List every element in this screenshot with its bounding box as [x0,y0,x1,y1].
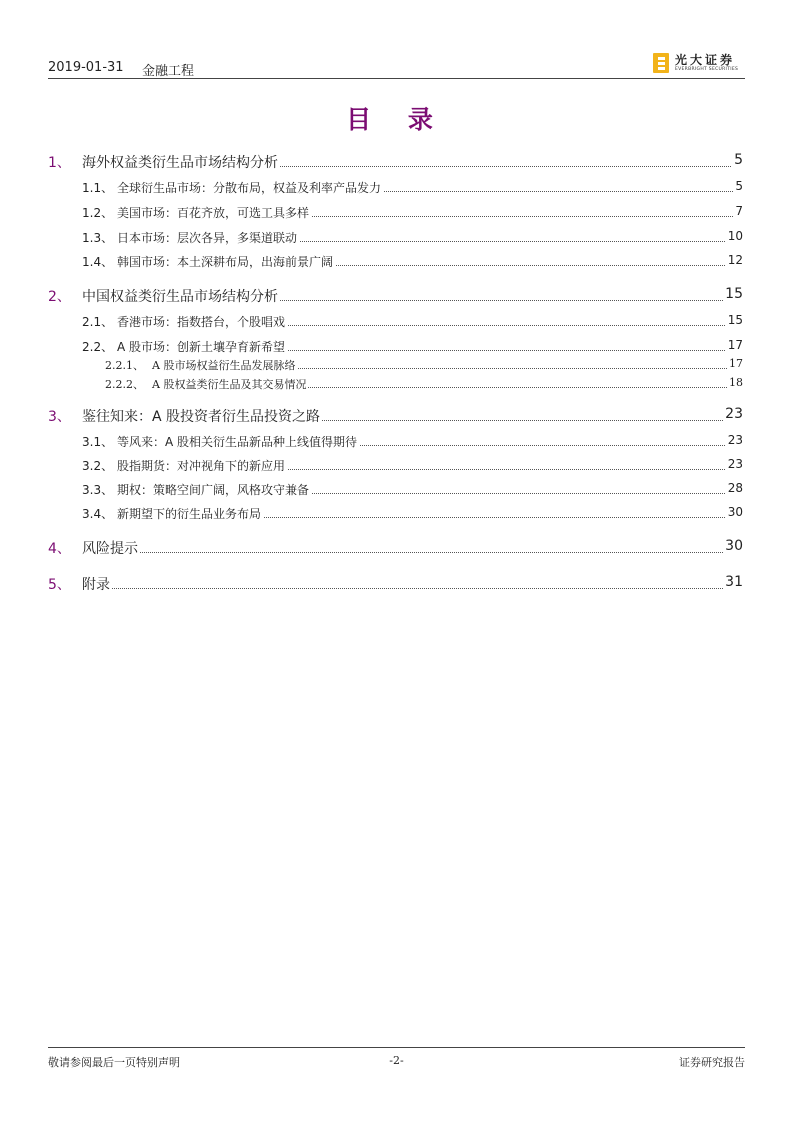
toc-entry-page: 23 [727,433,743,447]
logo-name-en: EVERBRIGHT SECURITIES [675,67,739,72]
toc-entry-title: 新期望下的衍生品业务布局 [117,507,262,521]
toc-entry-title: 附录 [82,574,112,594]
everbright-logo-icon [653,53,669,73]
toc-entry-page: 30 [725,538,743,554]
toc-entry-number: 3.4、 [82,507,114,521]
toc-entry-number: 5、 [48,577,71,593]
toc-entry[interactable] [0,574,793,596]
toc-entry-number: 4、 [48,541,71,557]
toc-entry[interactable] [0,179,793,201]
toc-entry-number: 2.2.2、 [105,378,144,391]
toc-entry-title: A 股市场权益衍生品发展脉络 [152,359,296,372]
toc-entry-page: 5 [734,152,743,168]
toc-entry-title: 全球衍生品市场：分散布局，权益及利率产品发力 [117,181,382,195]
toc-entry-number: 1.1、 [82,181,114,195]
toc-entry-page: 10 [727,229,743,243]
toc-entry-title: 等风来：A 股相关衍生品新品种上线值得期待 [117,435,358,449]
toc-entry-page: 15 [727,313,743,327]
toc-entry-page: 7 [735,204,743,218]
everbright-logo [653,52,745,76]
toc-entry-page: 12 [727,253,743,267]
toc-entry-page: 23 [725,406,743,422]
toc-entry-title: A 股市场：创新土壤孕育新希望 [117,340,286,354]
toc-entry-number: 2.2、 [82,340,114,354]
toc-entry-title: 风险提示 [82,538,140,558]
toc-entry-number: 1.4、 [82,255,114,269]
toc-entry-number: 2.1、 [82,315,114,329]
toc-entry[interactable] [0,313,793,335]
toc-entry-number: 1.3、 [82,231,114,245]
page-title: 目 录 [346,105,447,134]
toc-entry-page: 30 [727,505,743,519]
page-number: -2- [389,1054,404,1067]
toc-entry-title: 股指期货：对冲视角下的新应用 [117,459,286,473]
toc-entry-page: 15 [725,286,743,302]
toc-entry-page: 28 [727,481,743,495]
toc-entry[interactable] [0,538,793,560]
toc-entry[interactable] [0,406,793,428]
toc-entry-title: A 股权益类衍生品及其交易情况 [152,378,307,391]
toc-entry[interactable] [0,457,793,479]
toc-entry-number: 2.2.1、 [105,359,144,372]
toc-leader-dots [82,588,741,589]
toc-entry-title: 鉴往知来：A 股投资者衍生品投资之路 [82,406,322,426]
toc-entry-title: 香港市场：指数搭台，个股唱戏 [117,315,286,329]
toc-entry-page: 23 [727,457,743,471]
toc-entry-number: 1、 [48,155,71,171]
toc-entry-page: 17 [729,357,743,370]
toc-entry-number: 3.2、 [82,459,114,473]
toc-entry-number: 3.1、 [82,435,114,449]
page-footer [48,1047,745,1069]
footer-disclaimer: 敬请参阅最后一页特别声明 [48,1056,180,1069]
toc-entry-number: 2、 [48,289,71,305]
toc-entry[interactable] [0,376,793,398]
toc-entry[interactable] [0,505,793,527]
page-header [48,52,745,79]
toc-entry-number: 3、 [48,409,71,425]
toc-entry[interactable] [0,481,793,503]
toc-entry-title: 韩国市场：本土深耕布局，出海前景广阔 [117,255,334,269]
toc-entry-title: 日本市场：层次各异，多渠道联动 [117,231,298,245]
toc-entry-title: 中国权益类衍生品市场结构分析 [82,286,280,306]
report-date: 2019-01-31 [48,60,124,75]
toc-entry-page: 31 [725,574,743,590]
report-department: 金融工程 [142,64,195,79]
toc-entry-number: 1.2、 [82,206,114,220]
toc-entry[interactable] [0,433,793,455]
toc-entry[interactable] [0,229,793,251]
toc-entry-title: 期权：策略空间广阔，风格攻守兼备 [117,483,310,497]
footer-report-type: 证券研究报告 [679,1056,745,1069]
toc-leader-dots [82,552,741,553]
toc-entry-page: 17 [727,338,743,352]
toc-entry[interactable] [0,152,793,174]
toc-entry-page: 18 [729,376,743,389]
toc-entry[interactable] [0,286,793,308]
toc-entry-number: 3.3、 [82,483,114,497]
toc-entry[interactable] [0,253,793,275]
toc-entry-page: 5 [735,179,743,193]
logo-name-cn: 光大证券 [675,53,736,67]
toc-entry-title: 海外权益类衍生品市场结构分析 [82,152,280,172]
toc-entry[interactable] [0,204,793,226]
toc-entry-title: 美国市场：百花齐放，可选工具多样 [117,206,310,220]
